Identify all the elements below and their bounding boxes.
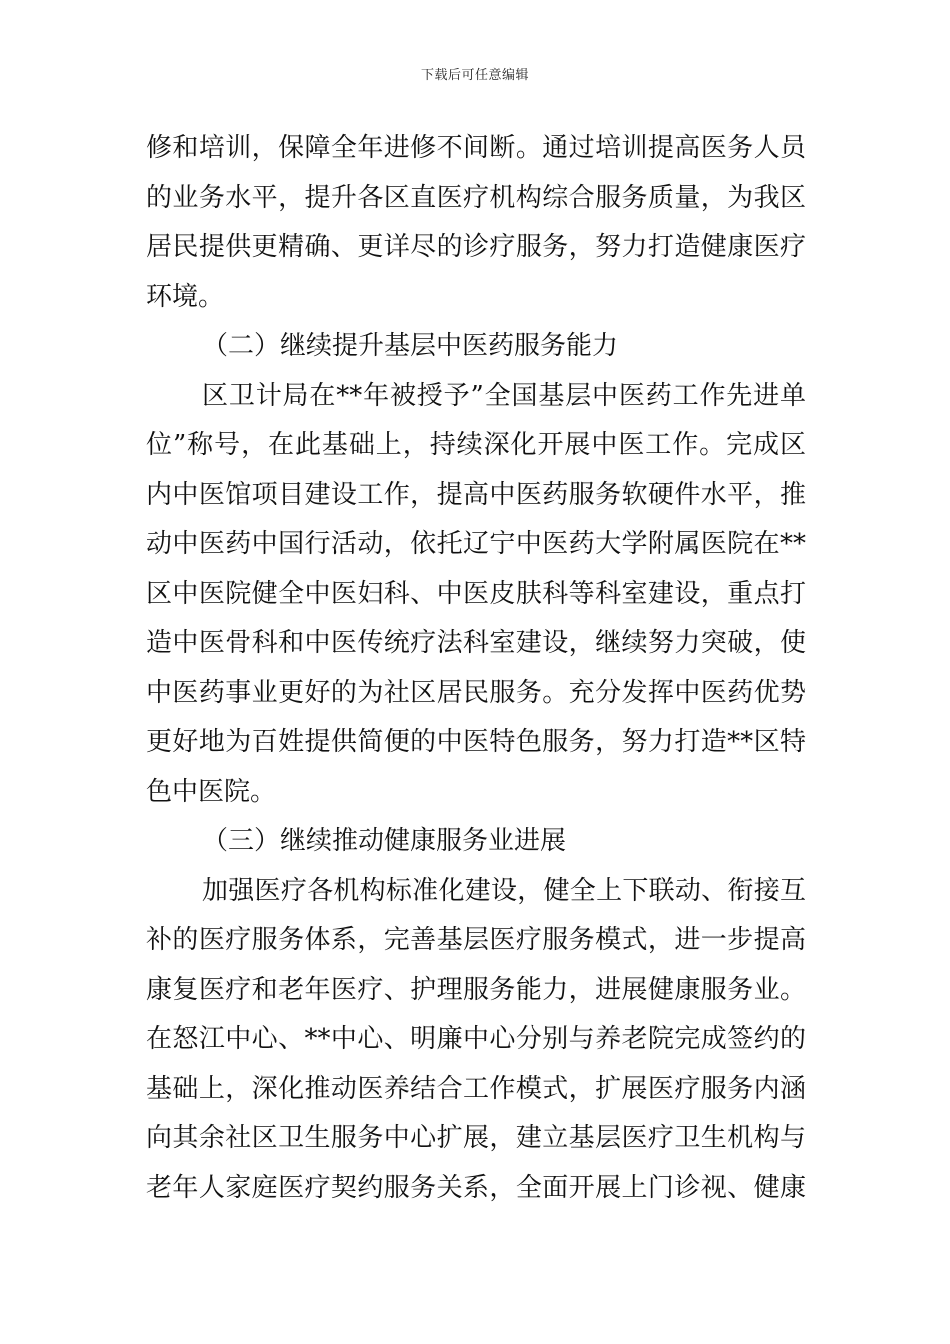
page-header: 下载后可任意编辑	[420, 68, 529, 83]
text-line: 区卫计局在**年被授予”全国基层中医药工作先进单	[202, 380, 806, 411]
text-line: 的业务水平，提升各区直医疗机构综合服务质量，为我区	[146, 182, 806, 213]
text-line: 造中医骨科和中医传统疗法科室建设，继续努力突破，使	[146, 628, 806, 658]
text-line: 动中医药中国行活动，依托辽宁中医药大学附属医院在**	[146, 529, 806, 559]
text-line: 补的医疗服务体系，完善基层医疗服务模式，进一步提高	[146, 925, 806, 955]
text-line: 内中医馆项目建设工作，提高中医药服务软硬件水平，推	[146, 479, 806, 510]
paragraph-2	[146, 372, 806, 818]
document-body	[146, 124, 806, 1213]
text-line: 康复医疗和老年医疗、护理服务能力，进展健康服务业。	[146, 974, 806, 1005]
text-line: 居民提供更精确、更详尽的诊疗服务，努力打造健康医疗	[146, 232, 806, 262]
text-line: 修和培训，保障全年进修不间断。通过培训提高医务人员	[146, 133, 806, 163]
text-line: 老年人家庭医疗契约服务关系，全面开展上门诊视、健康	[146, 1172, 806, 1203]
text-line: 色中医院。	[146, 776, 277, 807]
text-line: 向其余社区卫生服务中心扩展，建立基层医疗卫生机构与	[146, 1123, 806, 1153]
text-line: 更好地为百姓提供简便的中医特色服务，努力打造**区特	[146, 727, 806, 757]
text-line: 环境。	[146, 281, 225, 312]
section-heading-3: （三）继续推动健康服务业进展	[202, 826, 567, 856]
paragraph-1	[146, 124, 806, 322]
text-line: 在怒江中心、**中心、明廉中心分别与养老院完成签约的	[146, 1024, 806, 1054]
text-line: 区中医院健全中医妇科、中医皮肤科等科室建设，重点打	[146, 578, 806, 609]
text-line: 位”称号，在此基础上，持续深化开展中医工作。完成区	[146, 430, 806, 460]
text-line: 加强医疗各机构标准化建设，健全上下联动、衔接互	[202, 875, 806, 906]
text-line: 基础上，深化推动医养结合工作模式，扩展医疗服务内涵	[146, 1073, 806, 1104]
section-heading-2: （二）继续提升基层中医药服务能力	[202, 331, 619, 361]
paragraph-3	[146, 867, 806, 1214]
text-line: 中医药事业更好的为社区居民服务。充分发挥中医药优势	[146, 677, 806, 708]
